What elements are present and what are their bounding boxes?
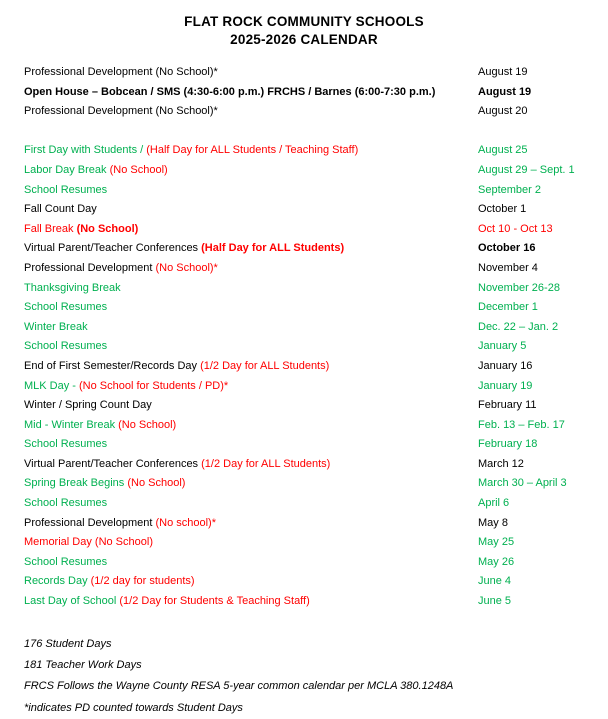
calendar-row xyxy=(24,239,598,259)
event-text-segment: School Resumes xyxy=(24,497,108,510)
event-text-segment: Professional Development xyxy=(24,261,156,274)
event-text-segment: Winter / Spring Count Day xyxy=(24,399,152,412)
event-label xyxy=(24,514,478,534)
event-label xyxy=(24,474,478,494)
event-date: Oct 10 - Oct 13 xyxy=(478,222,553,235)
event-text-segment: MLK Day - xyxy=(24,379,80,392)
event-date: February 11 xyxy=(478,399,537,412)
event-label xyxy=(24,533,478,553)
event-date: January 16 xyxy=(478,359,533,372)
calendar-row xyxy=(24,161,598,181)
event-text-segment: Professional Development (No School)* xyxy=(24,66,218,78)
event-date: May 25 xyxy=(478,536,515,549)
event-date: August 29 – Sept. 1 xyxy=(478,163,575,176)
calendar-row xyxy=(24,592,598,612)
calendar-row xyxy=(24,377,598,397)
event-label xyxy=(24,377,478,397)
event-date: December 1 xyxy=(478,301,538,314)
calendar-row xyxy=(24,181,598,201)
calendar-row xyxy=(24,514,598,534)
event-text-segment: School Resumes xyxy=(24,555,108,568)
calendar-row xyxy=(24,533,598,553)
event-text-segment: Professional Development (No School)* xyxy=(24,105,218,118)
event-date: June 4 xyxy=(478,575,512,588)
event-text-segment: (1/2 Day for Students & Teaching Staff) xyxy=(119,595,310,608)
event-label xyxy=(24,455,478,475)
footnote-pd-indicator: *indicates PD counted towards Student Days xyxy=(24,701,243,714)
calendar-row xyxy=(24,200,598,220)
event-text-segment: (No school)* xyxy=(155,516,216,529)
event-date: November 26-28 xyxy=(478,281,560,294)
event-text-segment: (1/2 Day for ALL Students) xyxy=(200,359,330,372)
calendar-row xyxy=(24,318,598,338)
event-label xyxy=(24,122,478,142)
event-text-segment: School Resumes xyxy=(24,340,108,353)
calendar-row xyxy=(24,474,598,494)
calendar-row xyxy=(24,279,598,299)
calendar-year: 2025-2026 CALENDAR xyxy=(230,32,378,47)
event-text-segment: Thanksgiving Break xyxy=(24,281,121,294)
event-label xyxy=(24,141,478,161)
event-text-segment: Winter Break xyxy=(24,320,88,333)
event-date: June 5 xyxy=(478,595,512,608)
event-text-segment: (Half Day for ALL Students) xyxy=(201,242,345,255)
event-text-segment: (1/2 day for students) xyxy=(90,575,195,588)
event-date: September 2 xyxy=(478,183,541,196)
event-text-segment: Virtual Parent/Teacher Conferences xyxy=(24,242,202,255)
footnote-teacher-work-days: 181 Teacher Work Days xyxy=(24,658,142,671)
calendar-row xyxy=(24,220,598,240)
event-date: February 18 xyxy=(478,438,538,451)
event-text-segment: Records Day xyxy=(24,575,91,588)
event-text-segment: Virtual Parent/Teacher Conferences xyxy=(24,457,202,470)
school-name: FLAT ROCK COMMUNITY SCHOOLS xyxy=(184,14,424,29)
event-text-segment: School Resumes xyxy=(24,183,108,196)
event-date: April 6 xyxy=(478,497,510,510)
calendar-row xyxy=(24,357,598,377)
event-label xyxy=(24,416,478,436)
page-title xyxy=(0,13,608,49)
event-text-segment: Open House – Bobcean / SMS (4:30-6:00 p.m.) FRCHS / Barnes (6:00-7:30 p.m.) xyxy=(24,85,436,98)
event-label xyxy=(24,200,478,220)
event-date: October 16 xyxy=(478,242,536,255)
event-text-segment: (1/2 Day for ALL Students) xyxy=(201,457,331,470)
event-date: May 8 xyxy=(478,516,508,529)
event-label xyxy=(24,220,478,240)
event-text-segment: First Day with Students / xyxy=(24,144,147,157)
event-date: Feb. 13 – Feb. 17 xyxy=(478,418,565,431)
event-text-segment: (No School) xyxy=(109,163,168,176)
event-text-segment: Professional Development xyxy=(24,516,156,529)
event-text-segment: Labor Day Break xyxy=(24,163,110,176)
event-text-segment: (No School) xyxy=(127,477,186,490)
event-text-segment: (No School for Students / PD)* xyxy=(79,379,229,392)
event-text-segment: Spring Break Begins xyxy=(24,477,128,490)
event-label xyxy=(24,239,478,259)
event-label xyxy=(24,83,478,103)
event-text-segment: (Half Day for ALL Students / Teaching Staff) xyxy=(146,144,359,157)
calendar-row xyxy=(24,122,598,142)
event-label xyxy=(24,181,478,201)
event-text-segment: (No School)* xyxy=(155,261,218,274)
event-label xyxy=(24,318,478,338)
calendar-row xyxy=(24,83,598,103)
footnote-student-days: 176 Student Days xyxy=(24,637,112,650)
event-text-segment: Fall Count Day xyxy=(24,203,97,216)
event-date: August 19 xyxy=(478,85,532,98)
footnotes xyxy=(24,634,598,719)
event-label xyxy=(24,102,478,122)
calendar-row xyxy=(24,298,598,318)
event-text-segment: Memorial Day (No School) xyxy=(24,536,153,549)
event-text-segment: (No School) xyxy=(118,418,177,431)
event-text-segment: Mid - Winter Break xyxy=(24,418,119,431)
event-label xyxy=(24,279,478,299)
calendar-row xyxy=(24,572,598,592)
calendar-row xyxy=(24,102,598,122)
event-label xyxy=(24,494,478,514)
calendar-row xyxy=(24,553,598,573)
event-label xyxy=(24,337,478,357)
event-text-segment: School Resumes xyxy=(24,301,108,314)
calendar-row xyxy=(24,259,598,279)
footnote-resa-calendar: FRCS Follows the Wayne County RESA 5-year common calendar per MCLA 380.1248A xyxy=(24,680,454,693)
calendar-row xyxy=(24,337,598,357)
event-date: March 12 xyxy=(478,457,524,470)
event-date: August 19 xyxy=(478,66,528,78)
event-date xyxy=(478,122,598,142)
calendar-row xyxy=(24,455,598,475)
calendar-row xyxy=(24,396,598,416)
calendar-row xyxy=(24,435,598,455)
event-date: May 26 xyxy=(478,555,515,568)
event-text-segment: Fall Break xyxy=(24,222,77,235)
event-text-segment: Last Day of School xyxy=(24,595,120,608)
event-label xyxy=(24,396,478,416)
event-text-segment: End of First Semester/Records Day xyxy=(24,359,201,372)
event-label xyxy=(24,357,478,377)
event-date: August 20 xyxy=(478,105,528,118)
event-label xyxy=(24,435,478,455)
event-date: January 5 xyxy=(478,340,527,353)
event-label xyxy=(24,553,478,573)
calendar-row xyxy=(24,141,598,161)
event-text-segment: (No School) xyxy=(76,222,139,235)
event-date: January 19 xyxy=(478,379,533,392)
calendar-row xyxy=(24,63,598,83)
event-label xyxy=(24,63,478,83)
event-label xyxy=(24,298,478,318)
event-label xyxy=(24,592,478,612)
event-date: Dec. 22 – Jan. 2 xyxy=(478,320,559,333)
event-label xyxy=(24,259,478,279)
event-text-segment: School Resumes xyxy=(24,438,108,451)
event-date: March 30 – April 3 xyxy=(478,477,567,490)
event-date: November 4 xyxy=(478,261,538,274)
calendar-row xyxy=(24,416,598,436)
event-label xyxy=(24,572,478,592)
calendar-rows xyxy=(24,63,598,612)
event-label xyxy=(24,161,478,181)
calendar-row xyxy=(24,494,598,514)
event-date: October 1 xyxy=(478,203,527,216)
event-date: August 25 xyxy=(478,144,528,157)
